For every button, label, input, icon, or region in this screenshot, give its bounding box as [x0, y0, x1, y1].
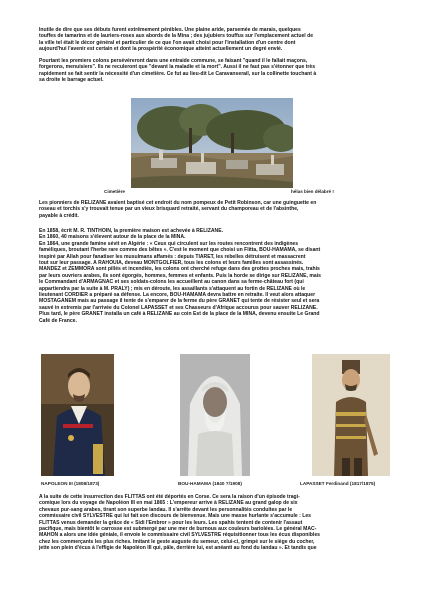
text-line: commissaire civil SYLVESTRE qui lui fait son discours de bienvenue. Mais une masse hurlante s'accumule : Les: [39, 513, 312, 520]
paragraph-flittas: [39, 494, 394, 552]
napoleon-portrait-image: [41, 354, 114, 476]
text-line: jette son plein d'écus à l'effigie de Napoléon III qui, pâle, derrière lui, est anéanti au fond du landau ». Et tandis que: [39, 545, 317, 552]
text-line: forgerons, menuisiers". Ils ne reculeront que "devant la maladie et la mort". Aussi il ne faut pas s'étonner que très: [39, 64, 316, 71]
caption-bou-hamama: BOU-HAMAMA (1840 ?/1908): [178, 481, 242, 486]
text-line: faméliques, broutant l'herbe rare comme des bêtes ». C'est le moment que choisi un Flitta, BOU-HAMAMA, se disant: [39, 247, 321, 254]
paragraph-intro: [39, 27, 394, 53]
bou-hamama-portrait-image: [180, 354, 250, 476]
portrait-lapasset: [312, 354, 390, 476]
text-line: Pourtant les premiers colons persévéreront dans une entraide commune, se faisant "quand il le fallait maçons,: [39, 58, 308, 64]
cemetery-caption-left: Cimetière: [104, 189, 125, 194]
text-line: En 1864, une grande famine sévit en Algérie : « Ceux qui circulent sur les routes rencontrent des indigènes: [39, 240, 299, 247]
text-line: le Commandant d'ARMAGNAC et ses soldats-colons les accueillent au canon dans sa ferme-château fort (qui: [39, 279, 304, 286]
text-line: MOSTAGANEM mais au passage il tente de s'emparer de la ferme du père GRANET qui tente de résister seul et sera: [39, 298, 320, 305]
text-line: touffes de tamarins et de lauriers-roses aux abords de la Mina ; des jujubiers touffus sur l'emplacement actuel de: [39, 33, 314, 40]
caption-napoleon: NAPOLEON III (1808/1873): [41, 481, 100, 486]
text-line: MAHON a alors une idée géniale, il envoie le commissaire civil SYLVESTRE réquisitionner tous les écus disponibles: [39, 532, 320, 539]
paragraph-pionniers: [39, 200, 394, 219]
text-line: comique lors du voyage de Napoléon III en mai 1865 : L'empereur arrive à RELIZANE au grand galop de six: [39, 500, 298, 507]
text-line: payable à crédit.: [39, 212, 79, 219]
text-line: appartiendra par la suite à M. PRALY) ; mis en déroute, les assaillants s'attaquent au fortin de RELIZANE où le: [39, 285, 306, 292]
text-line: aujourd'hui l'avenir est certain et dont la prospérité économique atteint actuellement un degré envié.: [39, 46, 283, 53]
paragraph-history: [39, 228, 394, 324]
text-line: sauvé in extremis par l'arrivée du Colonel LAPASSET et ses Chasseurs d'Afrique accourus pour sauver RELIZANE.: [39, 304, 318, 311]
text-line: chevaux pur-sang arabes, tirant son superbe landau. Il s'arrête devant les personnalités conduites par le: [39, 506, 293, 513]
caption-lapasset: LAPASSET Ferdinand (1817/1875): [300, 481, 376, 486]
text-line: A la suite de cette insurrection des FLITTAS ont été déportés en Corse. Ce sera la raison d'un épisode tragi-: [39, 494, 300, 500]
text-line: En 1858, écrit M. R. TINTHOIN, la première maison est achevée à RELIZANE.: [39, 228, 224, 234]
lapasset-portrait-image: [312, 354, 390, 476]
text-line: Inutile de dire que ses débuts furent extrêmement pénibles. Une plaine aride, parsemée de marais, quelques: [39, 27, 301, 33]
portrait-bou-hamama: [180, 354, 250, 476]
text-line: Café de France.: [39, 317, 77, 324]
text-line: MANDEZ et ZEMMORA sont pillés et incendiés, les colons ont cherché refuge dans des grottes proches mais, trahis: [39, 266, 320, 273]
text-line: roseau et torchis s'y trouvait tenue par un vieux brisquard retraité, servant du champoreau et de l'absinthe,: [39, 206, 299, 213]
text-line: FLITTAS venus demander la grâce de « Sidi l'Embror » pour les leurs. Les spahis tentent de contenir l'assaut: [39, 519, 303, 526]
text-line: inspiré par Allah pour fanatiser les musulmans affamés : depuis TIARET, les rebelles détruisent et massacrent: [39, 253, 306, 260]
text-line: Plus tard, le père GRANET installa un café à RELIZANE au coin Est de la place de la MINA, devenu ensuite Le Grand: [39, 311, 320, 318]
text-line: tout sur leur passage. A RAHOUIA, deveau MONTGOLFIER, tous les colons et leurs familles sont assassinés.: [39, 260, 304, 267]
text-line: la ville tel était le décor général et particulier de ce que l'on avait choisi pour l'installation d'un centre dont: [39, 39, 296, 46]
text-line: pacifique, mais bientôt le carrosse est submergé par une mer de burnous aux couleurs bariolées. Le général MAC-: [39, 526, 317, 533]
text-line: Les pionniers de RELIZANE avaient baptisé cet endroit du nom pompeux de Petit Robinson, car une guinguette en: [39, 200, 317, 206]
paragraph-colons: [39, 58, 394, 84]
text-line: chez les commerçants les plus riches. Imitant le geste auguste du semeur, celui-ci, grimpé sur le siège du cocher,: [39, 538, 315, 545]
cemetery-caption-right: hélas bien délabré !: [291, 189, 334, 194]
cemetery-illustration: [131, 98, 293, 188]
text-line: En 1860, 40 maisons s'élevent autour de la place de la MINA.: [39, 234, 186, 241]
text-line: lieutenant CORDIER a préparé sa défense. La encore, BOU-HAMAMA devra battre en retraite. Il veut alors attaquer: [39, 292, 316, 299]
text-line: rapidement se fait sentir la nécessité d'un cimetière. Ce fut au lieu-dit Le Caravanserail, sur la collinette touchant à: [39, 70, 317, 77]
text-line: par leurs ouvriers arabes, ils sont égorgés, hommes, femmes et enfants. Puis la horde se dirige sur RELIZANE, mais: [39, 272, 321, 279]
portrait-napoleon-iii: [41, 354, 114, 476]
text-line: sa droite le barrage actuel.: [39, 77, 104, 84]
cemetery-photo: [131, 98, 293, 188]
